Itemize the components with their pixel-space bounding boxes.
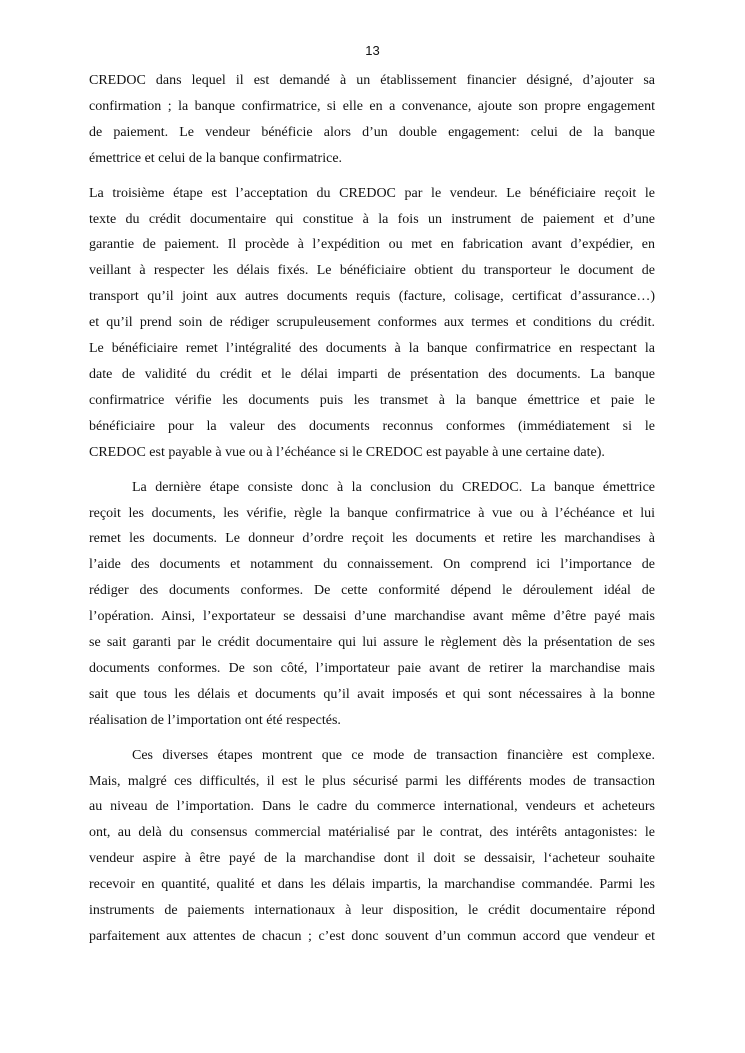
text-line: texte du crédit documentaire qui constitue à la fois un instrument de paiement et d’une <box>89 211 655 227</box>
text-line: vendeur aspire à être payé de la marchandise dont il doit se dessaisir, l‘acheteur souhaite <box>89 851 655 867</box>
text-line-content: La dernière étape consiste donc à la conclusion du CREDOC. La banque émettrice <box>132 479 655 495</box>
text-line: transport qu’il joint aux autres documents requis (facture, colisage, certificat d’assurance…) <box>89 289 655 305</box>
text-line: La troisième étape est l’acceptation du CREDOC par le vendeur. Le bénéficiaire reçoit le <box>89 185 655 201</box>
text-line: confirmation ; la banque confirmatrice, si elle en a convenance, ajoute son propre engagement <box>89 98 655 114</box>
text-line: ont, au delà du consensus commercial matérialisé par le contrat, des intérêts antagonistes: le <box>89 825 655 841</box>
text-line <box>89 743 655 769</box>
text-line: parfaitement aux attentes de chacun ; c’est donc souvent d’un commun accord que vendeur et <box>89 929 655 944</box>
text-line: émettrice et celui de la banque confirmatrice. <box>89 150 343 166</box>
text-line: bénéficiaire pour la valeur des documents reconnus conformes (immédiatement si le <box>89 418 655 434</box>
text-line: au niveau de l’importation. Dans le cadre du commerce international, vendeurs et acheteurs <box>89 799 655 815</box>
text-line: et qu’il prend soin de rédiger scrupuleusement conformes aux termes et conditions du crédit. <box>89 315 655 331</box>
text-line: se sait garanti par le crédit documentaire qui lui assure le règlement dès la présentation de ses <box>89 635 655 651</box>
text-line: Mais, malgré ces difficultés, il est le plus sécurisé parmi les différents modes de transaction <box>89 773 655 789</box>
text-line: instruments de paiements internationaux à leur disposition, le crédit documentaire répond <box>89 903 655 919</box>
text-line: l’opération. Ainsi, l’exportateur se dessaisi d’une marchandise avant même d’être payé mais <box>89 609 655 625</box>
text-line: garantie de paiement. Il procède à l’expédition ou met en fabrication avant d’expédier, en <box>89 237 655 253</box>
text-line: CREDOC est payable à vue ou à l’échéance si le CREDOC est payable à une certaine date). <box>89 444 605 460</box>
text-line: reçoit les documents, les vérifie, règle la banque confirmatrice à vue ou à l’échéance et lui <box>89 505 655 521</box>
text-line: rédiger des documents conformes. De cette conformité dépend le déroulement idéal de <box>89 583 655 599</box>
text-line: documents conformes. De son côté, l’importateur paie avant de retirer la marchandise mais <box>89 660 655 676</box>
text-line: date de validité du crédit et le délai imparti de présentation des documents. La banque <box>89 366 655 382</box>
text-line: CREDOC dans lequel il est demandé à un établissement financier désigné, d’ajouter sa <box>89 73 655 88</box>
page-number: 13 <box>365 43 380 58</box>
paragraph <box>89 743 655 950</box>
text-line-content: Ces diverses étapes montrent que ce mode de transaction financière est complexe. <box>132 747 655 763</box>
text-line: Le bénéficiaire remet l’intégralité des documents à la banque confirmatrice en respectant la <box>89 341 655 357</box>
paragraph <box>89 68 655 172</box>
text-line: veillant à respecter les délais fixés. Le bénéficiaire obtient du transporteur le document de <box>89 263 655 279</box>
text-line: remet les documents. Le donneur d’ordre reçoit les documents et retire les marchandises à <box>89 531 655 547</box>
text-line: réalisation de l’importation ont été respectés. <box>89 712 341 728</box>
text-line: de paiement. Le vendeur bénéficie alors d’un double engagement: celui de la banque <box>89 124 655 140</box>
paragraph <box>89 181 655 466</box>
text-line: confirmatrice vérifie les documents puis les transmet à la banque émettrice et paie le <box>89 392 655 408</box>
paragraph <box>89 475 655 734</box>
text-line: l’aide des documents et notamment du connaissement. On comprend ici l’importance de <box>89 557 655 573</box>
text-line <box>89 475 655 501</box>
text-line: recevoir en quantité, qualité et dans les délais impartis, la marchandise commandée. Parmi les <box>89 877 655 893</box>
document-body <box>89 68 655 950</box>
text-line: sait que tous les délais et documents qu’il avait imposés et qui sont nécessaires à la bonne <box>89 686 655 702</box>
